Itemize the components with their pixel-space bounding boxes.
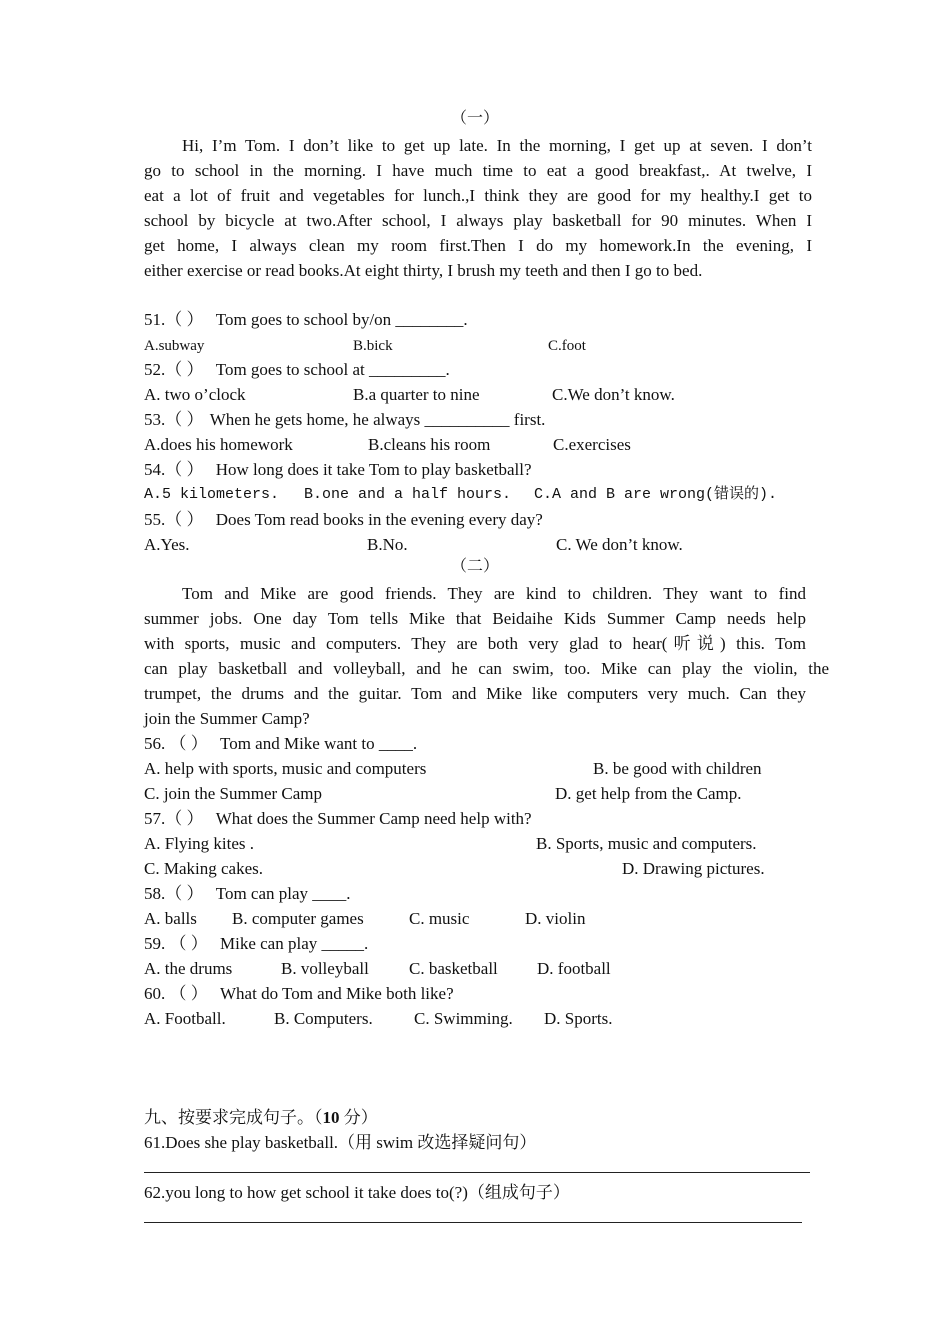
option-c: C.We don’t know.: [552, 385, 675, 404]
question-text: What do Tom and Mike both like?: [220, 984, 454, 1003]
question-57-options-row-2: [144, 856, 814, 881]
option-a: A. Flying kites .: [144, 834, 255, 853]
option-d: D. violin: [525, 909, 586, 928]
question-53-options: [144, 432, 804, 457]
section-1-passage: [144, 133, 812, 283]
passage-line: trumpet, the drums and the guitar. Tom and Mike like computers very much. Can they: [144, 684, 806, 703]
heading-suffix: 分）: [339, 1108, 378, 1127]
question-60: [144, 981, 454, 1006]
question-55: [144, 507, 543, 532]
question-text: What does the Summer Camp need help with?: [215, 809, 532, 828]
answer-line-61[interactable]: [144, 1172, 810, 1173]
question-56-options-row-1: [144, 756, 814, 781]
passage-line: go to school in the morning. I have much time to eat a good breakfast,. At twelve, I: [144, 161, 812, 180]
question-54: [144, 457, 532, 482]
option-a: A.subway: [144, 338, 205, 354]
passage-line: either exercise or read books.At eight thirty, I brush my teeth and then I go to bed.: [144, 261, 703, 280]
option-b: B.No.: [367, 535, 408, 554]
question-number: 52.（ ）: [144, 360, 204, 379]
question-text: When he gets home, he always __________ first.: [209, 410, 546, 429]
question-number: 53.（ ）: [144, 410, 204, 429]
option-c: C. Making cakes.: [144, 859, 263, 878]
question-number: 55.（ ）: [144, 510, 204, 529]
option-c: C. basketball: [409, 959, 498, 978]
option-b: B. computer games: [232, 909, 364, 928]
question-60-options: [144, 1006, 804, 1031]
question-text: Does Tom read books in the evening every day?: [215, 510, 543, 529]
option-a: A. the drums: [144, 959, 233, 978]
question-52-options: [144, 382, 804, 407]
question-55-options: [144, 532, 804, 557]
question-52: [144, 357, 450, 382]
item-62: 62.you long to how get school it take does to(?)（组成句子）: [144, 1183, 570, 1202]
question-number: 58.（ ）: [144, 884, 204, 903]
question-number: 51.（ ）: [144, 310, 204, 329]
option-b: B.bick: [353, 338, 393, 354]
option-b: B. Sports, music and computers.: [536, 834, 757, 853]
option-a: A.5 kilometers.: [144, 486, 280, 503]
passage-line: Tom and Mike are good friends. They are kind to children. They want to find: [182, 584, 806, 603]
question-text: Tom can play ____.: [215, 884, 351, 903]
item-61: 61.Does she play basketball.（用 swim 改选择疑问句）: [144, 1133, 537, 1152]
question-57-options-row-1: [144, 831, 814, 856]
question-54-options: [144, 482, 814, 507]
passage-line: get home, I always clean my room first.Then I do my homework.In the evening, I: [144, 236, 812, 255]
section-2-heading: （二）: [450, 558, 499, 575]
question-57: [144, 806, 532, 831]
passage-line: summer jobs. One day Tom tells Mike that Beidaihe Kids Summer Camp needs help: [144, 609, 806, 628]
passage-line: with sports, music and computers. They are both very glad to hear(听说) this. Tom: [144, 634, 806, 653]
question-number: 59. （ ）: [144, 934, 208, 953]
question-58: [144, 881, 351, 906]
question-51: [144, 307, 468, 332]
passage-line: join the Summer Camp?: [144, 709, 310, 728]
section-1-heading: （一）: [450, 110, 499, 127]
question-text: Tom goes to school at _________.: [215, 360, 450, 379]
question-56-options-row-2: [144, 781, 814, 806]
question-text: Tom and Mike want to ____.: [220, 734, 418, 753]
option-c: C. Swimming.: [414, 1009, 513, 1028]
option-a: A. balls: [144, 909, 197, 928]
option-a: A. two o’clock: [144, 385, 246, 404]
option-a: A. Football.: [144, 1009, 226, 1028]
passage-line: can play basketball and volleyball, and he can swim, too. Mike can play the violin, the: [144, 659, 829, 678]
passage-line: eat a lot of fruit and vegetables for lunch.,I think they are good for my healthy.I get to: [144, 186, 812, 205]
option-b: B. volleyball: [281, 959, 369, 978]
option-a: A. help with sports, music and computers: [144, 759, 427, 778]
heading-prefix: 九、按要求完成句子。（: [144, 1108, 323, 1127]
option-b: B.a quarter to nine: [353, 385, 480, 404]
option-b: B.cleans his room: [368, 435, 491, 454]
option-c: C.foot: [548, 338, 586, 354]
option-d: D. football: [537, 959, 611, 978]
heading-score: 10: [322, 1108, 340, 1127]
question-text: Tom goes to school by/on ________.: [215, 310, 468, 329]
question-59: [144, 931, 368, 956]
option-d: D. get help from the Camp.: [555, 784, 742, 803]
question-56: [144, 731, 417, 756]
question-number: 57.（ ）: [144, 809, 204, 828]
option-b: B. be good with children: [593, 759, 762, 778]
option-a: A.does his homework: [144, 435, 293, 454]
option-c: C. We don’t know.: [556, 535, 683, 554]
question-number: 54.（ ）: [144, 460, 204, 479]
question-text: Mike can play _____.: [220, 934, 369, 953]
section-3-heading: [144, 1105, 378, 1130]
option-c: C. music: [409, 909, 470, 928]
option-a: A.Yes.: [144, 535, 190, 554]
option-b: B. Computers.: [274, 1009, 373, 1028]
question-58-options: [144, 906, 804, 931]
section-2-passage: [144, 581, 829, 731]
question-text: How long does it take Tom to play basketball?: [215, 460, 532, 479]
passage-line: Hi, I’m Tom. I don’t like to get up late. In the morning, I get up at seven. I don’t: [182, 136, 812, 155]
question-number: 60. （ ）: [144, 984, 208, 1003]
option-c: C.exercises: [553, 435, 631, 454]
question-51-options: [144, 334, 804, 359]
question-59-options: [144, 956, 804, 981]
passage-line: school by bicycle at two.After school, I always play basketball for 90 minutes. When I: [144, 211, 812, 230]
option-d: D. Drawing pictures.: [622, 859, 765, 878]
question-number: 56. （ ）: [144, 734, 208, 753]
option-d: D. Sports.: [544, 1009, 613, 1028]
option-c: C.A and B are wrong(错误的).: [534, 486, 778, 503]
answer-line-62[interactable]: [144, 1222, 802, 1223]
option-b: B.one and a half hours.: [304, 486, 512, 503]
option-c: C. join the Summer Camp: [144, 784, 323, 803]
question-53: [144, 407, 545, 432]
